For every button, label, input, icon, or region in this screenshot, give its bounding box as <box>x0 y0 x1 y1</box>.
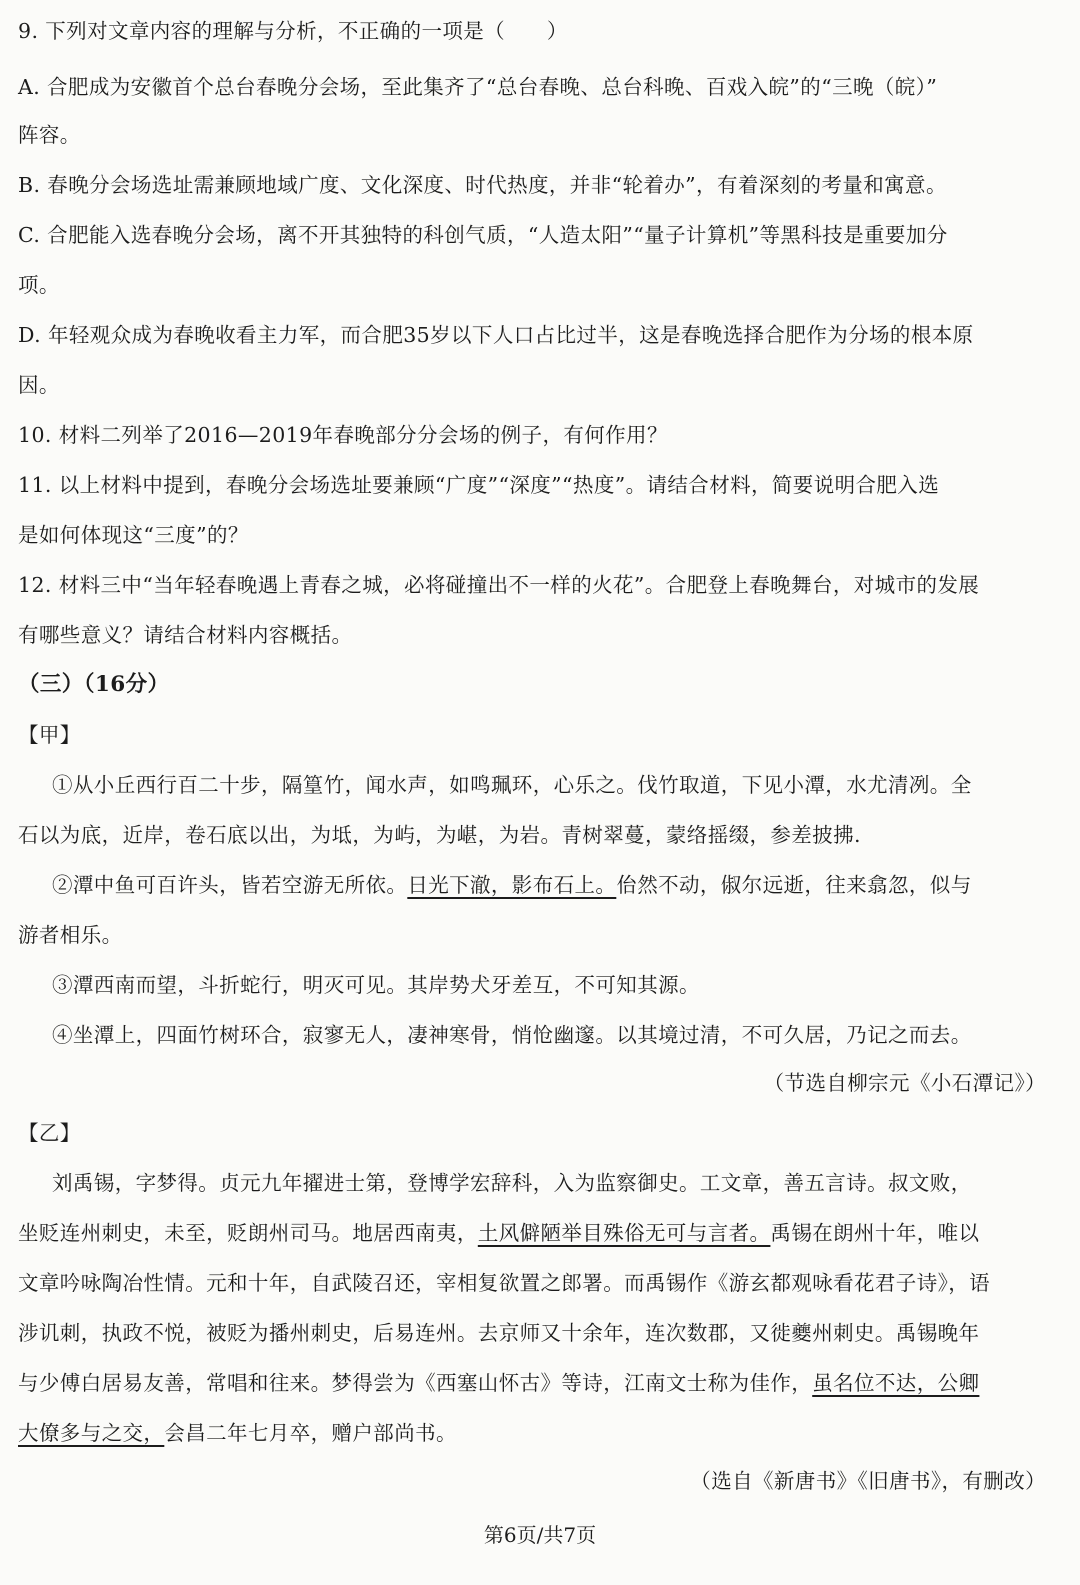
passage-yi-line-2 <box>18 1218 1056 1248</box>
passage-jia-para-2-cont: 游者相乐。 <box>18 923 123 947</box>
passage-text: ②潭中鱼可百许头，皆若空游无所依。 <box>52 873 408 897</box>
page-number: 第6页/共7页 <box>483 1523 597 1547</box>
passage-text: 佁然不动，俶尔远逝，往来翕忽，似与 <box>616 873 972 897</box>
passage-text: 与少傅白居易友善，常唱和往来。梦得尝为《西塞山怀古》等诗，江南文士称为佳作， <box>18 1371 813 1395</box>
passage-jia-para-3: ③潭西南而望，斗折蛇行，明灭可见。其岸势犬牙差互，不可知其源。 <box>52 973 700 997</box>
q11-stem-cont: 是如何体现这“三度”的？ <box>18 523 249 547</box>
passage-yi-line-4: 涉讥刺，执政不悦，被贬为播州刺史，后易连州。去京师又十余年，连次数郡，又徙夔州刺史。禹锡晚年 <box>18 1321 980 1345</box>
q9-stem: 9. 下列对文章内容的理解与分析，不正确的一项是（ ） <box>18 19 568 43</box>
passage-jia-para-4: ④坐潭上，四面竹树环合，寂寥无人，凄神寒骨，悄怆幽邃。以其境过清，不可久居，乃记之而去。 <box>52 1023 972 1047</box>
underlined-sentence: 虽名位不达，公卿 <box>812 1371 980 1395</box>
underlined-sentence: 日光下澈，影布石上。 <box>407 873 617 897</box>
passage-text: 会昌二年七月卒，赠户部尚书。 <box>164 1421 457 1445</box>
q10-stem: 10. 材料二列举了2016—2019年春晚部分分会场的例子，有何作用？ <box>18 423 668 447</box>
q9-option-c-cont: 项。 <box>18 273 60 297</box>
q11-stem: 11. 以上材料中提到，春晚分会场选址要兼顾“广度”“深度”“热度”。请结合材料，简要说明合肥入选 <box>18 473 940 497</box>
passage-yi-source: （选自《新唐书》《旧唐书》，有删改） <box>690 1469 1046 1493</box>
q12-stem: 12. 材料三中“当年轻春晚遇上青春之城，必将碰撞出不一样的火花”。合肥登上春晚舞台，对城市的发展 <box>18 573 980 597</box>
passage-jia-para-2 <box>52 870 1056 900</box>
passage-jia-para-1: ①从小丘西行百二十步，隔篁竹，闻水声，如鸣珮环，心乐之。伐竹取道，下见小潭，水尤清冽。全 <box>52 773 972 797</box>
passage-yi-line-6 <box>18 1418 1056 1448</box>
passage-yi-line-5 <box>18 1368 1056 1398</box>
passage-jia-label: 【甲】 <box>18 723 81 747</box>
passage-yi-line-3: 文章吟咏陶冶性情。元和十年，自武陵召还，宰相复欲置之郎署。而禹锡作《游玄都观咏看花君子诗》，语 <box>18 1271 991 1295</box>
q12-stem-cont: 有哪些意义？请结合材料内容概括。 <box>18 623 353 647</box>
underlined-sentence: 大僚多与之交， <box>18 1421 165 1445</box>
q9-option-a: A. 合肥成为安徽首个总台春晚分会场，至此集齐了“总台春晚、总台科晚、百戏入皖”的“三晚（皖）” <box>18 75 938 99</box>
passage-yi-label: 【乙】 <box>18 1121 81 1145</box>
passage-text: 禹锡在朗州十年，唯以 <box>770 1221 980 1245</box>
q9-option-b: B. 春晚分会场选址需兼顾地域广度、文化深度、时代热度，并非“轮着办”，有着深刻的考量和寓意。 <box>18 173 947 197</box>
q9-option-d-cont: 因。 <box>18 373 60 397</box>
q9-option-d: D. 年轻观众成为春晚收看主力军，而合肥35岁以下人口占比过半，这是春晚选择合肥作为分场的根本原 <box>18 323 974 347</box>
passage-text: 坐贬连州刺史，未至，贬朗州司马。地居西南夷， <box>18 1221 478 1245</box>
q9-option-c: C. 合肥能入选春晚分会场，离不开其独特的科创气质，“人造太阳”“量子计算机”等黑科技是重要加分 <box>18 223 948 247</box>
passage-jia-source: （节选自柳宗元《小石潭记》） <box>763 1071 1046 1095</box>
underlined-sentence: 土风僻陋举目殊俗无可与言者。 <box>477 1221 771 1245</box>
passage-yi-line-1: 刘禹锡，字梦得。贞元九年擢进士第，登博学宏辞科，入为监察御史。工文章，善五言诗。叔文败， <box>52 1171 972 1195</box>
passage-jia-para-1-cont: 石以为底，近岸，卷石底以出，为坻，为屿，为嵁，为岩。青树翠蔓，蒙络摇缀，参差披拂. <box>18 823 861 847</box>
section-3-title: （三）（16分） <box>18 672 170 697</box>
q9-option-a-cont: 阵容。 <box>18 123 81 147</box>
